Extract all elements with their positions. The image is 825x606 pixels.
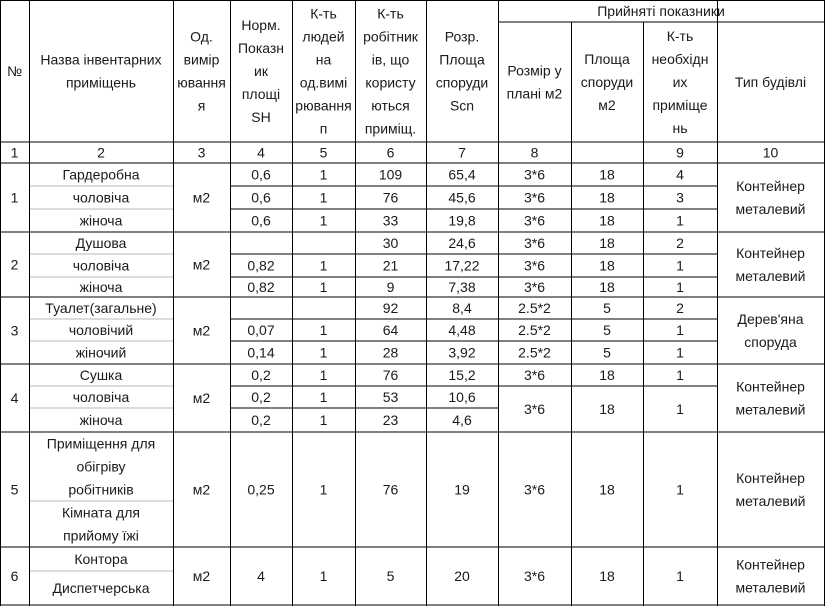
header-norm-area: Норм. xyxy=(241,17,281,33)
header-needed-count: их xyxy=(672,74,688,90)
header-norm-area: Показн xyxy=(237,40,285,56)
building-area-cell: 18 xyxy=(599,279,615,295)
header-workers-count: ів, що xyxy=(371,51,410,68)
header-building-area: споруди xyxy=(580,74,634,90)
workers-count-cell: 28 xyxy=(382,344,399,361)
column-number: 3 xyxy=(197,144,206,161)
building-area-cell: 18 xyxy=(599,257,615,274)
table-header xyxy=(7,3,806,137)
building-type-cell: металевий xyxy=(735,401,806,418)
header-needed-count: нь xyxy=(672,120,688,136)
norm-area-cell: 0,82 xyxy=(247,279,275,295)
needed-count-cell: 4 xyxy=(676,166,684,183)
workers-count-cell: 109 xyxy=(378,166,403,183)
building-area-cell: 18 xyxy=(599,166,615,183)
header-unit: Од. xyxy=(190,28,213,45)
unit-cell: м2 xyxy=(192,189,211,206)
calculated-area-cell: 19,8 xyxy=(448,212,476,229)
calculated-area-cell: 8,4 xyxy=(452,300,472,316)
premises-name-cell: Контора xyxy=(74,551,128,567)
workers-count-cell: 23 xyxy=(382,412,399,428)
header-unit: я xyxy=(197,97,206,114)
calculated-area-cell: 10,6 xyxy=(448,389,476,405)
premises-name-cell: Диспетчерська xyxy=(52,580,150,596)
people-per-unit-cell: 1 xyxy=(319,212,328,229)
header-calculated-area: Площа xyxy=(439,51,485,68)
header-building-area: м2 xyxy=(598,97,616,113)
premises-name-cell: жіноча xyxy=(79,279,123,295)
calculated-area-cell: 3,92 xyxy=(448,344,476,361)
building-area-cell: 18 xyxy=(599,481,615,498)
norm-area-cell: 0,6 xyxy=(251,189,271,206)
group-number: 2 xyxy=(10,256,19,273)
plan-size-cell: 3*6 xyxy=(523,568,546,584)
plan-size-cell: 2.5*2 xyxy=(518,344,551,361)
premises-name-cell: робітників xyxy=(68,481,134,498)
header-unit: вимір xyxy=(183,51,220,68)
column-number: 7 xyxy=(458,144,466,161)
workers-count-cell: 9 xyxy=(386,279,395,295)
calculated-area-cell: 15,2 xyxy=(448,367,476,383)
plan-size-cell: 3*6 xyxy=(523,481,546,498)
plan-size-cell: 3*6 xyxy=(523,166,546,183)
calculated-area-cell: 4,48 xyxy=(448,322,476,338)
norm-area-cell: 0,2 xyxy=(251,367,271,383)
header-workers-count: К-ть xyxy=(377,5,404,22)
workers-count-cell: 5 xyxy=(386,568,395,584)
plan-size-cell: 3*6 xyxy=(523,212,546,229)
building-area-cell: 5 xyxy=(603,300,611,316)
header-unit: ювання xyxy=(177,74,226,91)
people-per-unit-cell: 1 xyxy=(319,344,328,361)
building-area-cell: 5 xyxy=(603,344,611,361)
column-number: 8 xyxy=(530,144,539,161)
building-area-cell: 18 xyxy=(599,235,615,251)
building-area-cell: 18 xyxy=(599,401,615,417)
header-people-per-unit: людей xyxy=(302,28,345,45)
calculated-area-cell: 20 xyxy=(454,568,470,584)
building-area-cell: 5 xyxy=(603,322,611,338)
building-type-cell: споруда xyxy=(744,334,797,350)
norm-area-cell: 0,82 xyxy=(247,257,275,274)
people-per-unit-cell: 1 xyxy=(319,389,328,405)
norm-area-cell: 0,25 xyxy=(247,481,275,498)
building-area-cell: 18 xyxy=(599,189,615,206)
group-number: 4 xyxy=(10,390,19,406)
header-people-per-unit: на xyxy=(315,51,332,68)
people-per-unit-cell: 1 xyxy=(319,412,328,428)
header-people-per-unit: рювання xyxy=(295,97,352,114)
building-area-cell: 18 xyxy=(599,367,615,383)
building-type-cell: Контейнер xyxy=(736,245,805,261)
norm-area-cell: 0,2 xyxy=(251,412,271,428)
needed-count-cell: 1 xyxy=(676,401,684,417)
header-workers-count: робітник xyxy=(363,28,418,45)
column-number: 4 xyxy=(257,144,265,161)
building-type-cell: Контейнер xyxy=(736,470,805,486)
premises-name-cell: Сушка xyxy=(79,367,123,383)
workers-count-cell: 76 xyxy=(382,189,399,206)
group-number: 3 xyxy=(10,322,19,339)
people-per-unit-cell: 1 xyxy=(319,568,328,584)
header-workers-count: приміщ. xyxy=(364,120,417,137)
unit-cell: м2 xyxy=(192,568,211,584)
header-plan-size: Розмір у xyxy=(507,62,562,79)
premises-name-cell: Гардеробна xyxy=(62,166,140,183)
needed-count-cell: 1 xyxy=(676,367,684,383)
premises-name-cell: жіночий xyxy=(75,344,127,361)
plan-size-cell: 3*6 xyxy=(523,367,546,383)
building-area-cell: 18 xyxy=(599,212,615,229)
unit-cell: м2 xyxy=(192,322,211,339)
needed-count-cell: 1 xyxy=(676,568,684,584)
premises-name-cell: чоловіча xyxy=(72,257,130,274)
header-calculated-area: Розр. xyxy=(444,28,480,45)
workers-count-cell: 76 xyxy=(382,481,399,498)
norm-area-cell: 0,2 xyxy=(251,389,271,405)
header-people-per-unit: К-ть xyxy=(310,5,337,22)
norm-area-cell: 4 xyxy=(257,568,265,584)
column-number: 2 xyxy=(97,144,105,161)
workers-count-cell: 76 xyxy=(382,367,399,383)
calculated-area-cell: 7,38 xyxy=(448,279,476,295)
unit-cell: м2 xyxy=(192,256,211,273)
header-needed-count: необхідн xyxy=(651,51,709,67)
premises-name-cell: жіноча xyxy=(79,212,123,229)
calculated-area-cell: 19 xyxy=(454,481,470,498)
plan-size-cell: 2.5*2 xyxy=(518,322,551,338)
plan-size-cell: 3*6 xyxy=(523,257,546,274)
header-people-per-unit: п xyxy=(319,120,328,137)
people-per-unit-cell: 1 xyxy=(319,279,328,295)
workers-count-cell: 92 xyxy=(382,300,399,316)
header-calculated-area: Scn xyxy=(449,97,475,114)
unit-cell: м2 xyxy=(192,481,211,498)
people-per-unit-cell: 1 xyxy=(319,166,328,183)
header-people-per-unit: од.вимі xyxy=(299,74,348,91)
calculated-area-cell: 65,4 xyxy=(448,166,476,183)
group-number: 5 xyxy=(10,481,19,498)
norm-area-cell: 0,6 xyxy=(251,166,271,183)
column-number: 5 xyxy=(319,144,328,161)
header-calculated-area: споруди xyxy=(435,74,489,91)
people-per-unit-cell: 1 xyxy=(319,189,328,206)
people-per-unit-cell: 1 xyxy=(319,322,328,338)
calculated-area-cell: 4,6 xyxy=(452,412,472,428)
plan-size-cell: 3*6 xyxy=(523,235,546,251)
needed-count-cell: 2 xyxy=(676,235,684,251)
building-type-cell: металевий xyxy=(735,268,806,284)
premises-name-cell: Душова xyxy=(75,235,127,251)
workers-count-cell: 33 xyxy=(382,212,399,229)
header-premises-name: приміщень xyxy=(65,74,137,91)
header-plan-size: плані м2 xyxy=(506,85,563,102)
needed-count-cell: 3 xyxy=(676,189,684,206)
unit-cell: м2 xyxy=(192,390,211,406)
calculated-area-cell: 45,6 xyxy=(448,189,476,206)
building-type-cell: Контейнер xyxy=(736,378,805,395)
header-number: № xyxy=(6,63,23,79)
needed-count-cell: 2 xyxy=(676,300,684,316)
workers-count-cell: 30 xyxy=(382,235,399,251)
premises-name-cell: жіноча xyxy=(79,412,123,428)
header-needed-count: приміще xyxy=(652,97,708,113)
workers-count-cell: 53 xyxy=(382,389,399,405)
header-building-type: Тип будівлі xyxy=(734,74,807,90)
building-type-cell: металевий xyxy=(735,201,806,217)
needed-count-cell: 1 xyxy=(676,212,684,229)
building-type-cell: металевий xyxy=(735,493,806,509)
table-body xyxy=(11,167,806,597)
norm-area-cell: 0,6 xyxy=(251,212,271,229)
calculated-area-cell: 17,22 xyxy=(444,257,480,274)
norm-area-cell: 0,14 xyxy=(247,344,275,361)
group-number: 6 xyxy=(10,568,19,584)
header-workers-count: користу xyxy=(365,74,416,91)
building-type-cell: Дерев'яна xyxy=(737,311,804,327)
group-number: 1 xyxy=(10,189,19,206)
plan-size-cell: 2.5*2 xyxy=(518,300,551,316)
header-premises-name: Назва інвентарних xyxy=(40,51,162,68)
column-number: 9 xyxy=(676,144,684,161)
column-number: 6 xyxy=(386,144,395,161)
workers-count-cell: 64 xyxy=(382,322,399,338)
column-number-row xyxy=(11,145,779,161)
premises-name-cell: Туалет(загальне) xyxy=(45,300,157,316)
building-type-cell: металевий xyxy=(735,579,806,596)
column-number: 1 xyxy=(10,144,19,161)
needed-count-cell: 1 xyxy=(676,344,684,361)
column-number: 10 xyxy=(762,144,779,161)
premises-name-cell: прийому їжі xyxy=(63,527,139,544)
header-norm-area: SH xyxy=(251,109,271,125)
needed-count-cell: 1 xyxy=(676,257,684,274)
plan-size-cell: 3*6 xyxy=(523,189,546,206)
needed-count-cell: 1 xyxy=(676,322,684,338)
plan-size-cell: 3*6 xyxy=(523,401,546,417)
people-per-unit-cell: 1 xyxy=(319,257,328,274)
workers-count-cell: 21 xyxy=(382,257,399,274)
header-norm-area: площі xyxy=(241,86,281,102)
needed-count-cell: 1 xyxy=(676,481,684,498)
people-per-unit-cell: 1 xyxy=(319,481,328,498)
premises-name-cell: обігріву xyxy=(76,458,126,475)
premises-name-cell: чоловічий xyxy=(68,322,134,338)
accepted-indicators-group-header: Прийняті показники xyxy=(597,3,725,19)
norm-area-cell: 0,07 xyxy=(247,322,275,338)
premises-name-cell: Приміщення для xyxy=(46,435,156,452)
header-needed-count: К-ть xyxy=(666,28,694,44)
premises-name-cell: Кімната для xyxy=(62,504,140,521)
header-workers-count: ються xyxy=(371,97,410,114)
header-building-area: Площа xyxy=(584,51,630,67)
premises-name-cell: чоловіча xyxy=(72,389,130,405)
building-type-cell: Контейнер xyxy=(736,178,805,194)
premises-name-cell: чоловіча xyxy=(72,189,130,206)
header-norm-area: ик xyxy=(254,63,268,79)
needed-count-cell: 1 xyxy=(676,279,684,295)
building-area-cell: 18 xyxy=(599,568,615,584)
building-type-cell: Контейнер xyxy=(736,556,805,573)
calculated-area-cell: 24,6 xyxy=(448,235,476,251)
people-per-unit-cell: 1 xyxy=(319,367,328,383)
plan-size-cell: 3*6 xyxy=(523,279,546,295)
